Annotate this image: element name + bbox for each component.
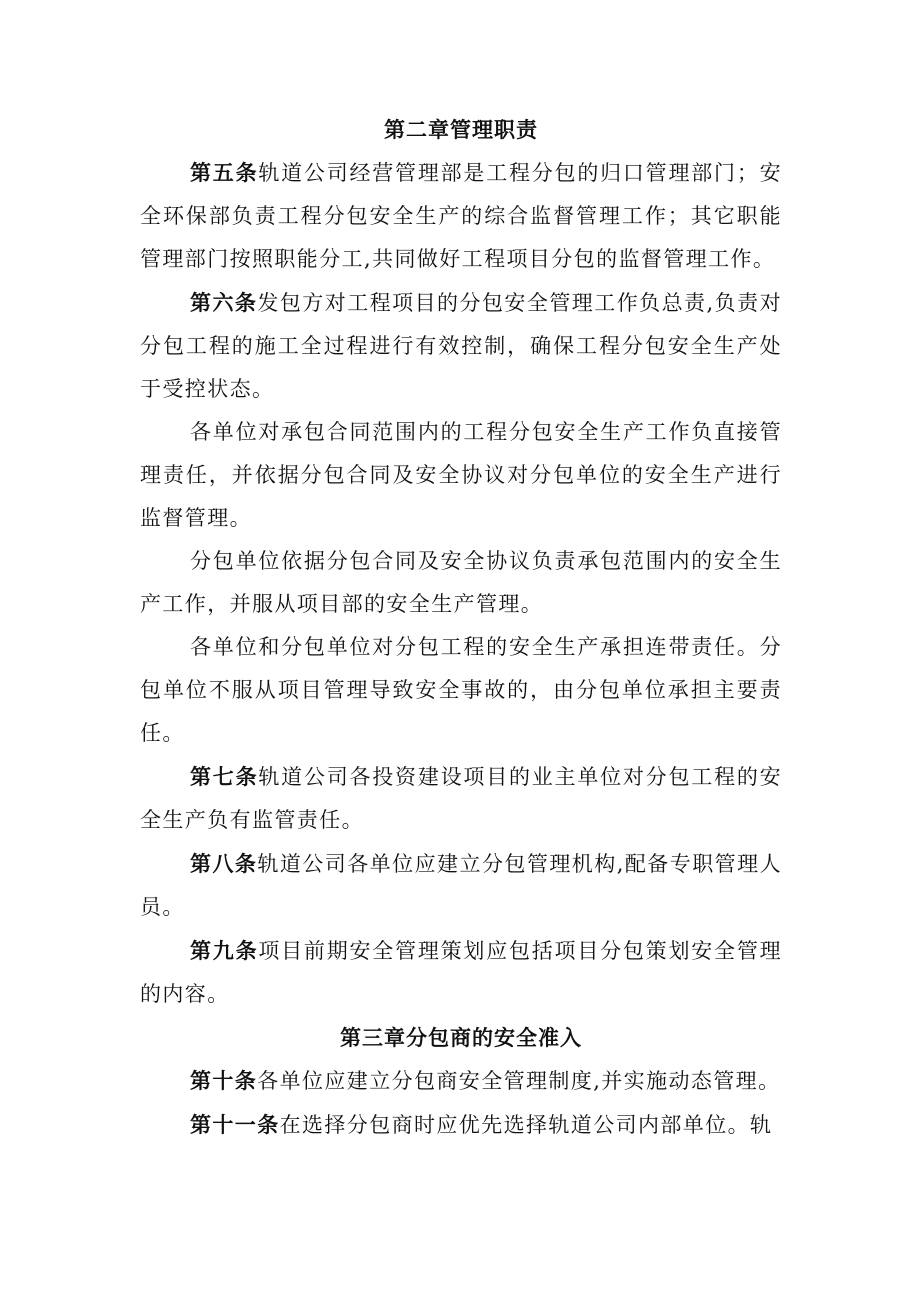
article-10-number: 第十条: [190, 1068, 258, 1093]
article-9-text: 项目前期安全管理策划应包括项目分包策划安全管理的内容。: [140, 939, 782, 1006]
document-page: [140, 108, 782, 1147]
article-11-number: 第十一条: [190, 1112, 280, 1137]
article-8: [140, 842, 782, 929]
article-8-text: 轨道公司各单位应建立分包管理机构,配备专职管理人员。: [140, 852, 782, 919]
article-6: [140, 281, 782, 411]
paragraph-text: 各单位对承包合同范围内的工程分包安全生产工作负直接管理责任，并依据分包合同及安全协议对分包单位的安全生产进行监督管理。: [140, 420, 782, 530]
article-6-paragraph-2: [140, 411, 782, 540]
article-11: [140, 1103, 782, 1147]
article-6-paragraph-4: [140, 626, 782, 755]
article-8-number: 第八条: [190, 851, 258, 876]
article-5-number: 第五条: [190, 160, 259, 185]
article-6-paragraph-3: [140, 540, 782, 626]
article-10: [140, 1059, 782, 1103]
article-7-number: 第七条: [190, 764, 259, 789]
chapter-2-title: 第二章管理职责: [384, 117, 538, 142]
article-5: [140, 151, 782, 281]
article-9: [140, 929, 782, 1016]
paragraph-text: 各单位和分包单位对分包工程的安全生产承担连带责任。分包单位不服从项目管理导致安全事故的，由分包单位承担主要责任。: [140, 635, 782, 745]
article-11-text: 在选择分包商时应优先选择轨道公司内部单位。轨: [279, 1113, 773, 1137]
article-6-text: 发包方对工程项目的分包安全管理工作负总责,负责对分包工程的施工全过程进行有效控制，确保工程分包安全生产处于受控状态。: [140, 291, 782, 401]
article-10-text: 各单位应建立分包商安全管理制度,并实施动态管理。: [257, 1069, 781, 1093]
article-7: [140, 755, 782, 842]
article-9-number: 第九条: [190, 938, 259, 963]
article-6-number: 第六条: [190, 290, 258, 315]
paragraph-text: 分包单位依据分包合同及安全协议负责承包范围内的安全生产工作，并服从项目部的安全生产管理。: [140, 549, 782, 616]
article-5-text: 轨道公司经营管理部是工程分包的归口管理部门；安全环保部负责工程分包安全生产的综合监督管理工作；其它职能管理部门按照职能分工,共同做好工程项目分包的监督管理工作。: [140, 161, 782, 271]
chapter-3-title: 第三章分包商的安全准入: [340, 1025, 582, 1050]
article-7-text: 轨道公司各投资建设项目的业主单位对分包工程的安全生产负有监管责任。: [140, 765, 782, 832]
